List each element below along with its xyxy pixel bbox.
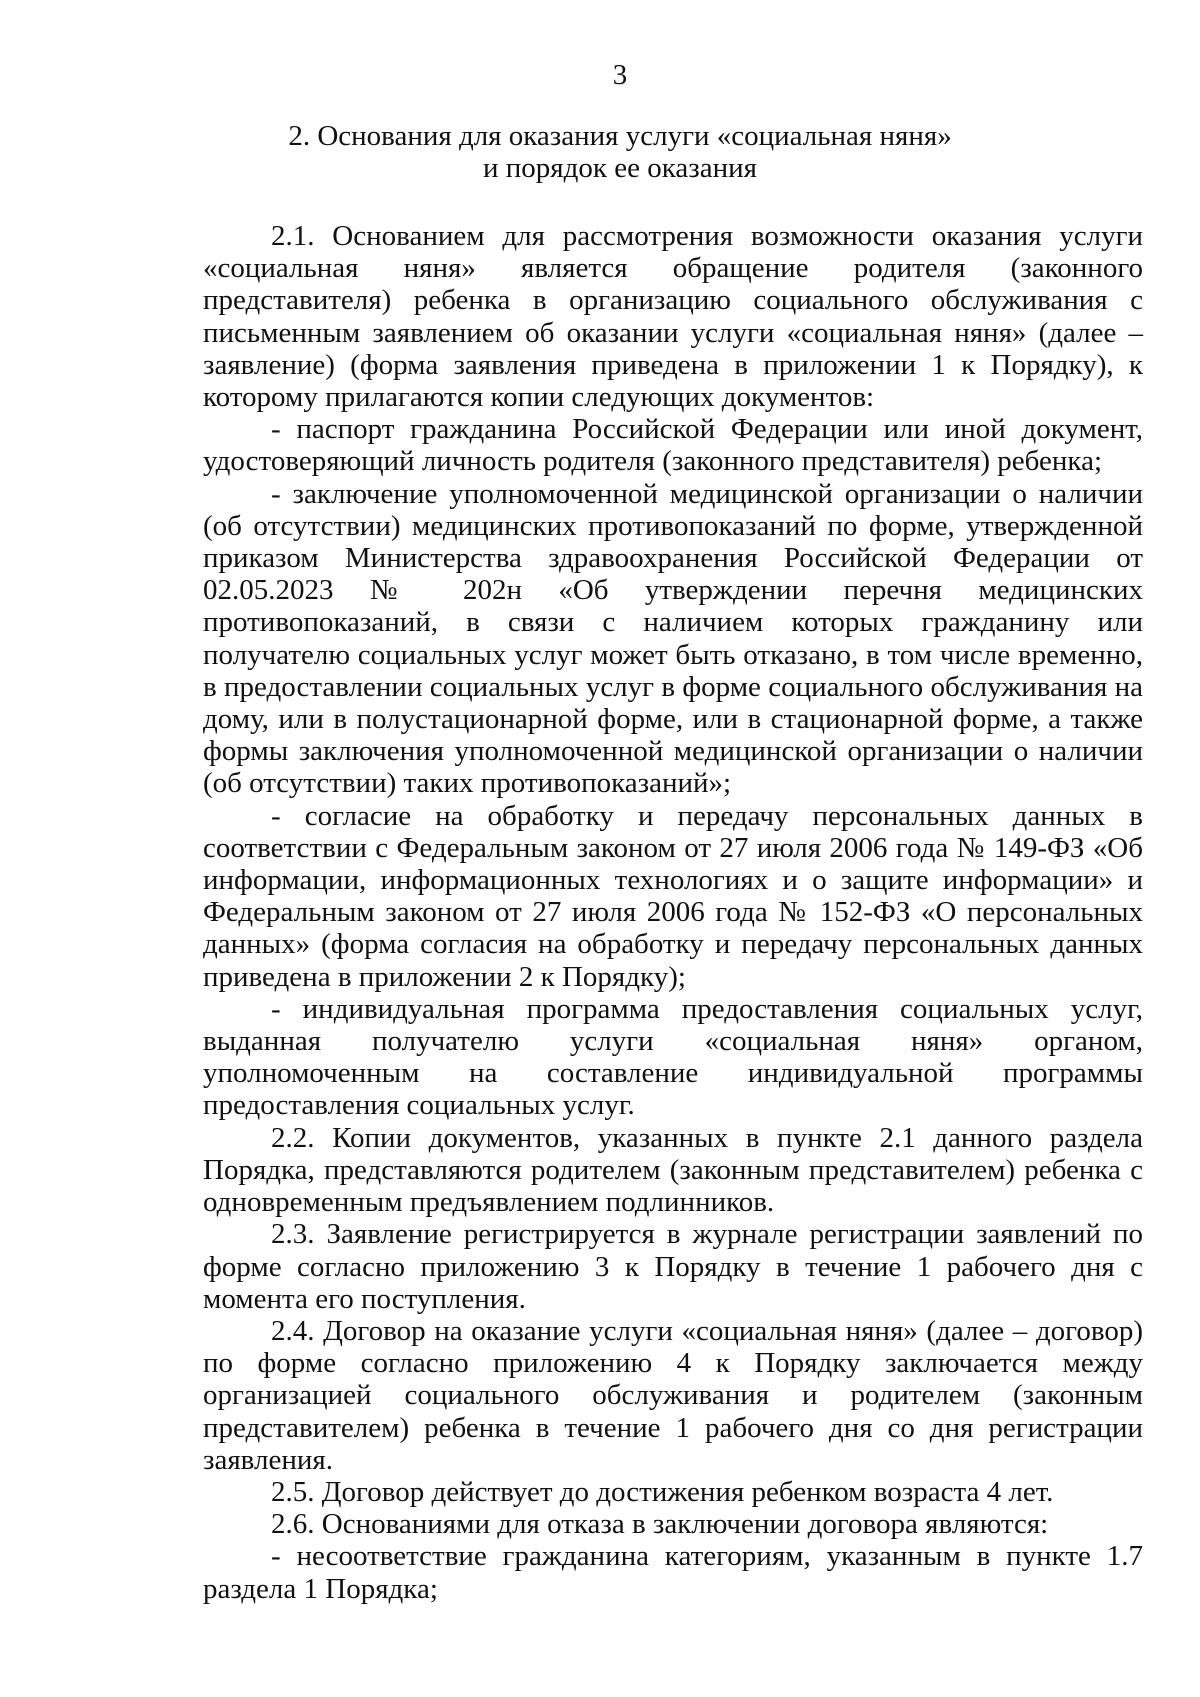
paragraph-2-5: 2.5. Договор действует до достижения ребенком возраста 4 лет. [271,1475,1054,1508]
document-body [203,220,1143,1605]
paragraph-2-2: 2.2. Копии документов, указанных в пункте 2.1 данного раздела Порядка, представляются родителем (законным представителем) ребенка с одновременным предъявлением подлинников. [203,1121,1143,1219]
paragraph-2-6: 2.6. Основаниями для отказа в заключении договора являются: [271,1508,1049,1541]
list-item-passport: - паспорт гражданина Российской Федерации или иной документ, удостоверяющий личность родителя (законного представителя) ребенка; [203,413,1143,478]
list-item-individual-program: - индивидуальная программа предоставления социальных услуг, выданная получателю услуги «социальная няня» органом, уполномоченным на составление индивидуальной программы предоставления социальных услуг. [203,992,1143,1122]
list-item-category-mismatch: - несоответствие гражданина категориям, указанным в пункте 1.7 раздела 1 Порядка; [203,1540,1143,1605]
section-title [0,120,1200,184]
list-item-medical-conclusion: - заключение уполномоченной медицинской организации о наличии (об отсутствии) медицинских противопоказаний по форме, утвержденной приказом Министерства здравоохранения Российской Федерации от 02.05.2023 № 202н «Об утверждении перечня медицинских противопоказаний, в связи с наличием которых гражданину или получателю социальных услуг может быть отказано, в том числе временно, в предоставлении социальных услуг в форме социального обслуживания на дому, или в полустационарной форме, или в стационарной форме, а также формы заключения уполномоченной медицинской организации о наличии (об отсутствии) таких противопоказаний»; [203,477,1143,800]
section-title-line-2: и порядок ее оказания [483,152,757,184]
list-item-personal-data-consent: - согласие на обработку и передачу персональных данных в соответствии с Федеральным законом от 27 июля 2006 года № 149-ФЗ «Об информации, информационных технологиях и о защите информации» и Федеральным законом от 27 июля 2006 года № 152-ФЗ «О персональных данных» (форма согласия на обработку и передачу персональных данных приведена в приложении 2 к Порядку); [203,799,1143,993]
page-number: 3 [612,59,628,91]
section-title-line-1: 2. Основания для оказания услуги «социальная няня» [288,120,952,152]
paragraph-2-1: 2.1. Основанием для рассмотрения возможности оказания услуги «социальная няня» является обращение родителя (законного представителя) ребенка в организацию социального обслуживания с письменным заявлением об оказании услуги «социальная няня» (далее – заявление) (форма заявления приведена в приложении 1 к Порядку), к которому прилагаются копии следующих документов: [203,220,1143,414]
paragraph-2-4: 2.4. Договор на оказание услуги «социальная няня» (далее – договор) по форме согласно приложению 4 к Порядку заключается между организацией социального обслуживания и родителем (законным представителем) ребенка в течение 1 рабочего дня со дня регистрации заявления. [203,1314,1143,1476]
paragraph-2-3: 2.3. Заявление регистрируется в журнале регистрации заявлений по форме согласно приложению 3 к Порядку в течение 1 рабочего дня с момента его поступления. [203,1218,1143,1315]
